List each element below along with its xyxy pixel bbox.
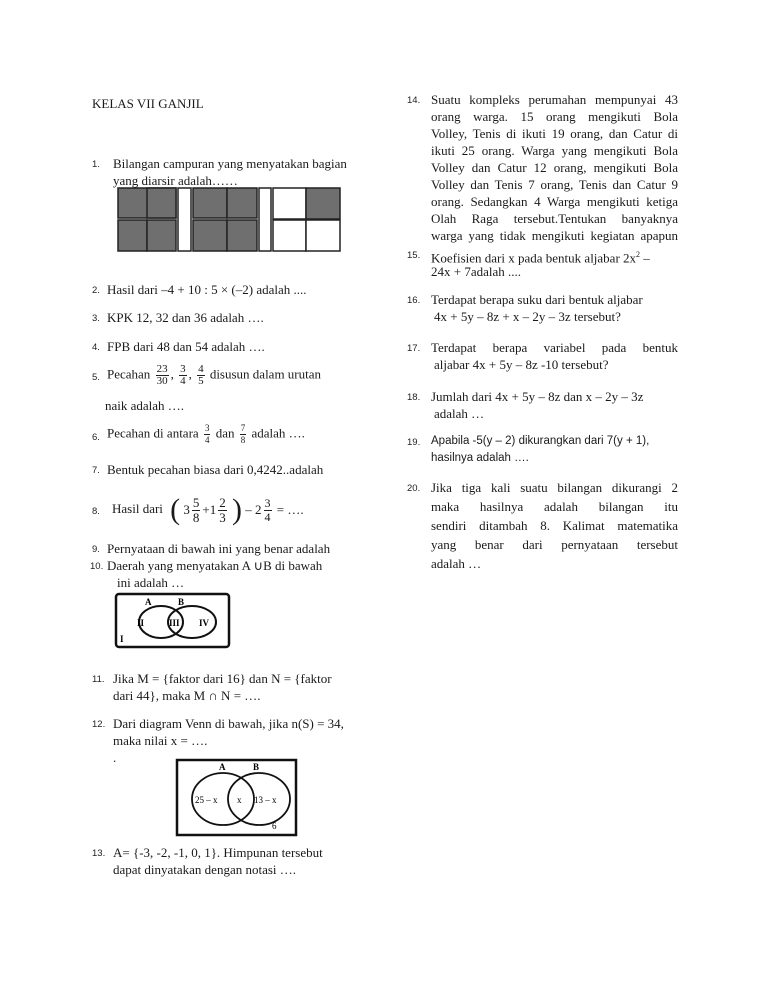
question-text: yang diarsir adalah……	[113, 173, 238, 188]
fraction	[204, 423, 211, 446]
question-number: 12.	[92, 719, 106, 730]
question-number: 16.	[407, 295, 421, 306]
question-text: Olah Raga tersebut.Tentukan banyaknya	[431, 211, 678, 226]
question-number: 1.	[92, 159, 100, 170]
fraction	[179, 364, 187, 387]
empty-cell	[259, 188, 271, 251]
whole-number: 3	[183, 502, 190, 517]
question-number: 10.	[90, 561, 104, 572]
numerator: 2	[219, 494, 226, 510]
shaded-cell	[118, 220, 147, 251]
question-text: yang benar dari pernyataan tersebut	[431, 537, 678, 552]
venn-diagram-count	[175, 758, 299, 838]
question-number: 14.	[407, 95, 421, 106]
question-number: 7.	[92, 465, 100, 476]
region-label: 25 – x	[195, 795, 218, 805]
question-text	[107, 423, 305, 446]
numerator: 23	[156, 363, 168, 375]
numerator: 3	[180, 363, 186, 375]
operator: – 2	[245, 502, 262, 517]
question-text: Jika tiga kali suatu bilangan dikurangi 2	[431, 480, 678, 495]
numerator: 3	[264, 495, 271, 510]
question-number: 19.	[407, 437, 421, 448]
text-suffix: disusun dalam urutan	[209, 366, 322, 382]
question-text: Hasil dari –4 + 10 : 5 × (–2) adalah ....	[107, 282, 307, 297]
question-number: 11.	[92, 674, 105, 685]
question-text: 4x + 5y – 8z + x – 2y – 3z tersebut?	[434, 309, 621, 324]
text-part: –	[640, 250, 650, 266]
question-text: Volley dan Tenis 7 orang, Tenis dan Catur 9	[431, 177, 678, 192]
question-text: .	[113, 750, 117, 765]
fraction	[264, 497, 272, 524]
question-number: 13.	[92, 848, 106, 859]
separator: ,	[188, 366, 192, 382]
question-text: Terdapat berapa variabel pada bentuk	[431, 340, 678, 355]
question-text: Terdapat berapa suku dari bentuk aljabar	[431, 292, 643, 307]
region-label: III	[169, 618, 180, 628]
text-part: Koefisien dari x pada bentuk aljabar 2x	[431, 250, 637, 266]
numerator: 7	[240, 423, 246, 433]
shaded-cell	[193, 188, 227, 218]
set-b-label: B	[178, 597, 185, 607]
question-text: hasilnya adalah ….	[431, 452, 529, 464]
numerator: 4	[198, 363, 204, 375]
question-number: 17.	[407, 343, 421, 354]
question-text: dari 44}, maka M ∩ N = ….	[113, 688, 261, 703]
question-text	[107, 364, 321, 387]
question-text: naik adalah ….	[105, 398, 185, 413]
denominator: 4	[264, 509, 271, 524]
question-text: aljabar 4x + 5y – 8z -10 tersebut?	[434, 357, 609, 372]
question-text: orang. Sedangkan 4 Warga mengikuti ketiga	[431, 194, 678, 209]
set-a-label: A	[145, 597, 152, 607]
shaded-fraction-diagram	[117, 187, 341, 253]
shaded-cell	[227, 188, 257, 218]
fraction	[240, 423, 247, 446]
question-number: 9.	[92, 544, 100, 555]
question-text: ini adalah …	[117, 575, 185, 590]
empty-cell	[306, 220, 340, 251]
question-text: Bilangan campuran yang menyatakan bagian	[113, 156, 347, 171]
question-text: FPB dari 48 dan 54 adalah ….	[107, 339, 265, 354]
question-text: Volley, Tenis di ikuti 19 orang, dan Catur di	[431, 126, 678, 141]
fraction	[192, 496, 201, 525]
denominator: 3	[219, 509, 226, 525]
paren-close-icon: )	[232, 493, 242, 526]
shaded-cell	[147, 188, 176, 218]
shaded-cell	[227, 220, 257, 251]
region-label: x	[237, 795, 242, 805]
fraction	[197, 364, 205, 387]
exponent: 2	[636, 250, 641, 259]
question-text	[112, 493, 304, 527]
text-mid: dan	[215, 425, 235, 441]
denominator: 8	[240, 435, 246, 445]
question-number: 4.	[92, 342, 100, 353]
question-text: Apabila -5(y – 2) dikurangkan dari 7(y + 1),	[431, 435, 650, 447]
question-text: Jumlah dari 4x + 5y – 8z dan x – 2y – 3z	[431, 389, 644, 404]
set-a-label: A	[219, 762, 226, 772]
operator: +1	[202, 502, 217, 517]
denominator: 8	[192, 509, 200, 525]
denominator: 30	[156, 375, 168, 387]
question-number: 15.	[407, 250, 421, 261]
question-text: warga yang tidak mengikuti kegiatan apapun	[431, 228, 678, 243]
question-text: Daerah yang menyatakan A ∪B di bawah	[107, 558, 323, 573]
question-text: Dari diagram Venn di bawah, jika n(S) = 34,	[113, 716, 344, 731]
question-number: 8.	[92, 506, 100, 517]
question-number: 18.	[407, 392, 421, 403]
question-text: orang warga. 15 orang mengikuti Bola	[431, 109, 678, 124]
fraction	[218, 496, 227, 525]
shaded-cell	[147, 220, 176, 251]
separator: ,	[170, 366, 174, 382]
denominator: 4	[204, 435, 210, 445]
region-label: 13 – x	[254, 795, 277, 805]
shaded-cell	[193, 220, 227, 251]
question-number: 20.	[407, 483, 421, 494]
region-label: I	[120, 634, 124, 644]
region-label: II	[137, 618, 145, 628]
text-suffix: adalah ….	[251, 425, 305, 441]
text-prefix: Pecahan	[107, 366, 151, 382]
question-text: adalah …	[431, 556, 482, 571]
paren-open-icon: (	[170, 493, 181, 526]
question-number: 6.	[92, 432, 100, 443]
question-number: 3.	[92, 313, 100, 324]
question-text: Suatu kompleks perumahan mempunyai 43	[431, 92, 678, 107]
region-label: IV	[199, 618, 210, 628]
question-text: sendiri ditambah 8. Kalimat matematika	[431, 518, 678, 533]
text-prefix: Hasil dari	[112, 500, 163, 516]
question-text: Volley dan Catur 12 orang, mengikuti Bola	[431, 160, 678, 175]
question-text: Jika M = {faktor dari 16} dan N = {faktor	[113, 671, 332, 686]
text-suffix: = ….	[276, 502, 304, 517]
question-text: Bentuk pecahan biasa dari 0,4242..adalah	[107, 462, 324, 477]
empty-cell	[178, 188, 191, 251]
venn-diagram-union	[114, 592, 232, 650]
denominator: 4	[180, 375, 186, 387]
question-text: maka hasilnya adalah bilangan itu	[431, 499, 678, 514]
fraction	[156, 364, 169, 387]
numerator: 3	[204, 423, 210, 433]
empty-cell	[273, 188, 306, 219]
shaded-cell	[306, 188, 340, 219]
question-number: 2.	[92, 285, 100, 296]
question-text: ikuti 25 orang. Warga yang mengikuti Bola	[431, 143, 678, 158]
page-title: KELAS VII GANJIL	[92, 96, 204, 111]
question-text: 24x + 7adalah ....	[431, 264, 522, 279]
question-number: 5.	[92, 372, 100, 383]
text-prefix: Pecahan di antara	[107, 425, 199, 441]
question-text: KPK 12, 32 dan 36 adalah ….	[107, 310, 264, 325]
question-text: dapat dinyatakan dengan notasi ….	[113, 862, 297, 877]
region-label: 6	[272, 821, 277, 831]
set-b-label: B	[253, 762, 260, 772]
question-text: adalah …	[434, 406, 485, 421]
question-text: maka nilai x = ….	[113, 733, 208, 748]
question-text: A= {-3, -2, -1, 0, 1}. Himpunan tersebut	[113, 845, 323, 860]
numerator: 5	[192, 494, 200, 510]
denominator: 5	[198, 375, 204, 387]
question-text: Pernyataan di bawah ini yang benar adalah	[107, 541, 331, 556]
empty-cell	[273, 220, 306, 251]
